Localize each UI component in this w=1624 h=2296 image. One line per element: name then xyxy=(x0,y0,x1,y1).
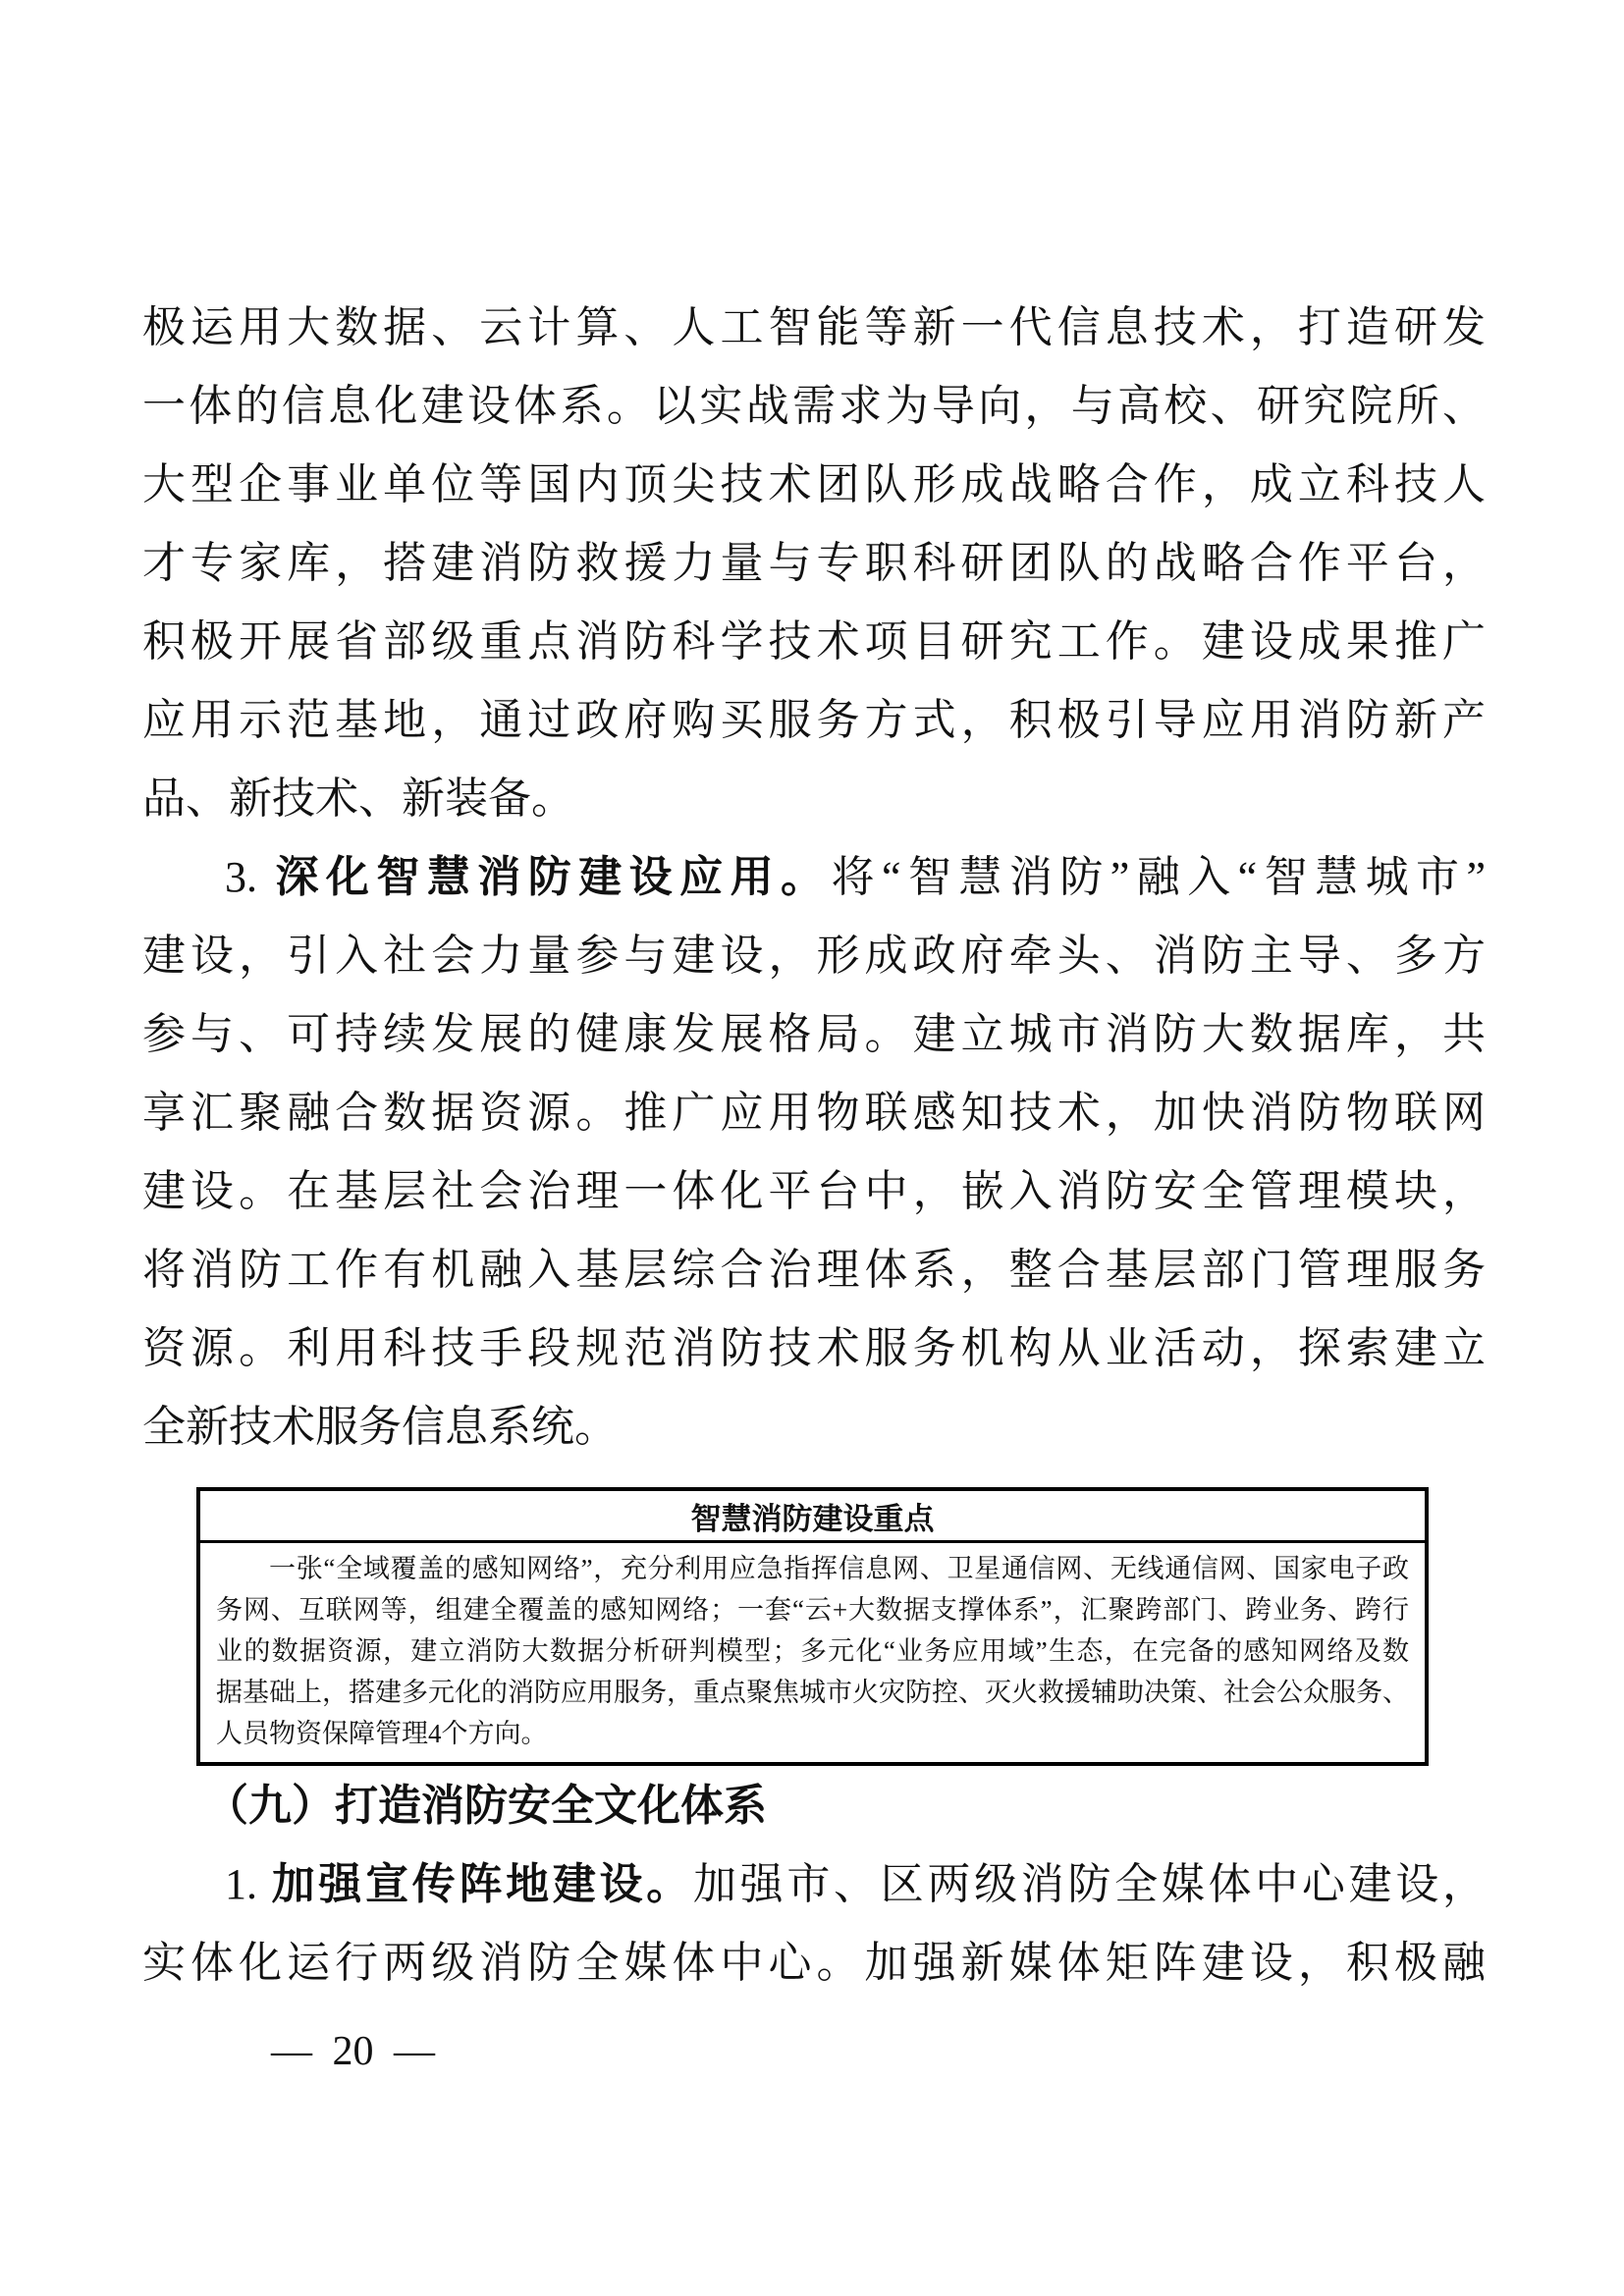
paragraph-line: 全新技术服务信息系统。 xyxy=(142,1403,618,1451)
list-number: 1. xyxy=(225,1860,257,1908)
paragraph-line xyxy=(142,838,1486,917)
paragraph-lead: 加强宣传阵地建设。 xyxy=(271,1860,693,1908)
paragraph-line: 实体化运行两级消防全媒体中心。加强新媒体矩阵建设，积极融 xyxy=(142,1939,1486,1987)
section-heading: （九）打造消防安全文化体系 xyxy=(205,1782,767,1830)
paragraph-line: 享汇聚融合数据资源。推广应用物联感知技术，加快消防物联网 xyxy=(142,1089,1486,1137)
callout-line: 人员物资保障管理4个方向。 xyxy=(216,1719,548,1748)
paragraph-line: 品、新技术、新装备。 xyxy=(142,774,574,823)
callout-box xyxy=(196,1487,1429,1766)
callout-line: 业的数据资源，建立消防大数据分析研判模型；多元化“业务应用域”生态，在完备的感知网络及数 xyxy=(216,1636,1409,1666)
section-block xyxy=(142,1767,1486,2002)
paragraph-line xyxy=(142,1845,1486,1924)
paragraph-line: 参与、可持续发展的健康发展格局。建立城市消防大数据库，共 xyxy=(142,1010,1486,1058)
callout-line: 务网、互联网等，组建全覆盖的感知网络；一套“云+大数据支撑体系”，汇聚跨部门、跨业务、跨行 xyxy=(216,1595,1409,1625)
paragraph-line: 资源。利用科技手段规范消防技术服务机构从业活动，探索建立 xyxy=(142,1324,1486,1372)
callout-line: 据基础上，搭建多元化的消防应用服务，重点聚焦城市火灾防控、灭火救援辅助决策、社会公众服务、 xyxy=(216,1678,1409,1707)
paragraph-line: 应用示范基地，通过政府购买服务方式，积极引导应用消防新产 xyxy=(142,696,1486,744)
main-text-block xyxy=(142,289,1486,1467)
paragraph-line: 建设，引入社会力量参与建设，形成政府牵头、消防主导、多方 xyxy=(142,932,1486,980)
paragraph-text: 将“智慧消防”融入“智慧城市” xyxy=(831,853,1487,901)
list-number: 3. xyxy=(225,853,257,901)
footer-page-number: — 20 — xyxy=(271,2029,435,2074)
paragraph-lead: 深化智慧消防建设应用。 xyxy=(275,853,832,901)
paragraph-line: 将消防工作有机融入基层综合治理体系，整合基层部门管理服务 xyxy=(142,1246,1486,1294)
paragraph-line: 大型企事业单位等国内顶尖技术团队形成战略合作，成立科技人 xyxy=(142,460,1486,508)
paragraph-line: 一体的信息化建设体系。以实战需求为导向，与高校、研究院所、 xyxy=(142,382,1486,430)
paragraph-text: 加强市、区两级消防全媒体中心建设， xyxy=(692,1860,1487,1908)
paragraph-line: 极运用大数据、云计算、人工智能等新一代信息技术，打造研发 xyxy=(142,303,1486,351)
callout-line: 一张“全域覆盖的感知网络”，充分利用应急指挥信息网、卫星通信网、无线通信网、国家电子政 xyxy=(269,1554,1409,1583)
paragraph-line: 才专家库，搭建消防救援力量与专职科研团队的战略合作平台， xyxy=(142,539,1486,587)
callout-title: 智慧消防建设重点 xyxy=(200,1491,1425,1543)
callout-body xyxy=(200,1543,1425,1762)
paragraph-line: 建设。在基层社会治理一体化平台中，嵌入消防安全管理模块， xyxy=(142,1167,1486,1215)
paragraph-line: 积极开展省部级重点消防科学技术项目研究工作。建设成果推广 xyxy=(142,617,1486,666)
